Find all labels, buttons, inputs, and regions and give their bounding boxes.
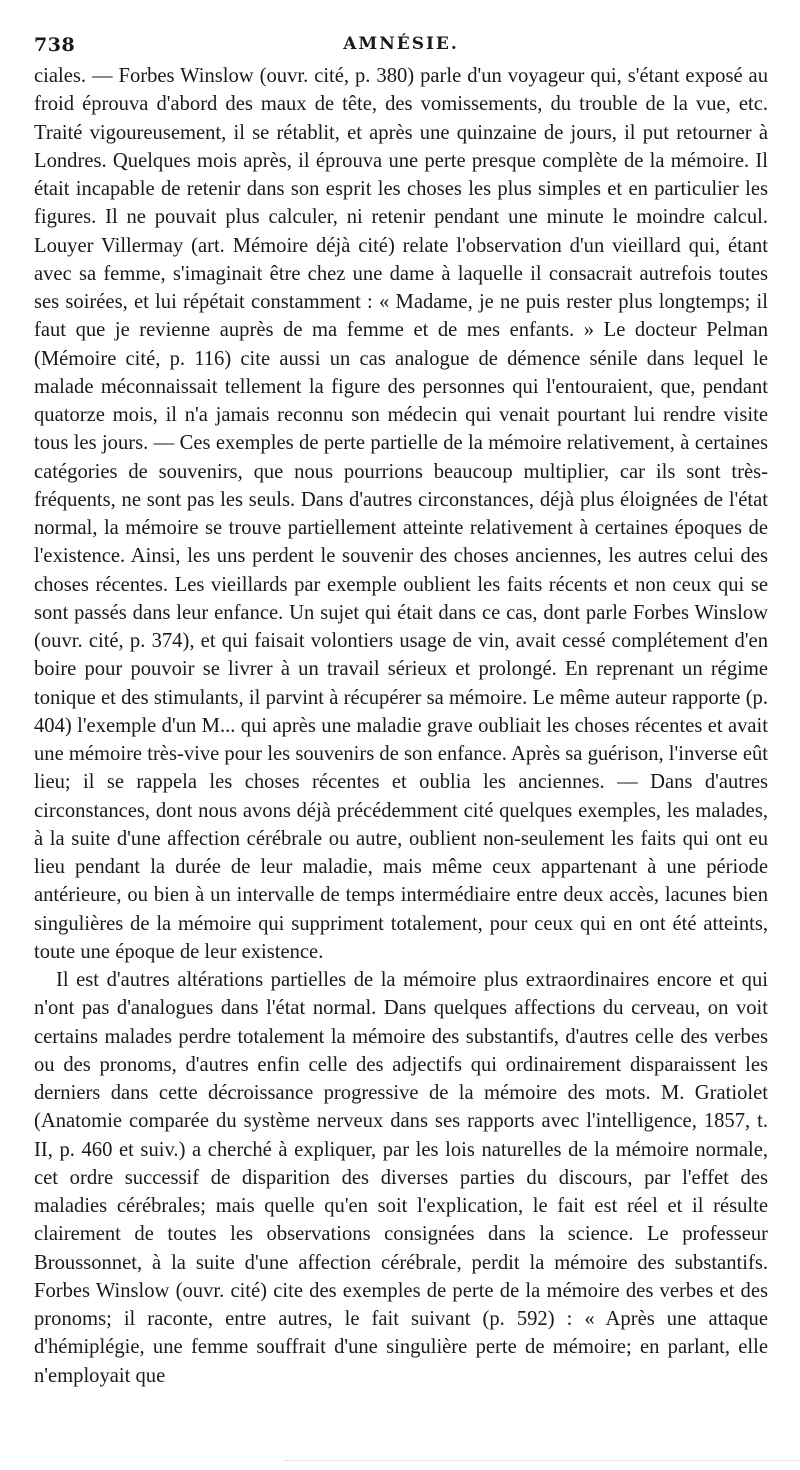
paragraph-alterations: Il est d'autres altérations partielles de la mémoire plus extraordinaires encore et qui n'ont pas d'analogues dans l'état normal. Dans quelques affections du cerveau, on voit certains malades perdre totalement la mémoire des substantifs, d'autres celle des verbes ou des pronoms, d'autres enfin celle des adjectifs qui ordinairement disparaissent les derniers dans cette décroissance progressive de la mémoire des mots. M. Gratiolet (Anatomie comparée du système nerveux dans ses rapports avec l'intelligence, 1857, t. II, p. 460 et suiv.) a cherché à expliquer, par les lois naturelles de la mémoire normale, cet ordre successif de disparition des diverses parties du discours, par l'effet des maladies cérébrales; mais quelle qu'en soit l'explication, le fait est réel et il résulte clairement de toutes les observations consignées dans la science. Le professeur Broussonnet, à la suite d'une affection cérébrale, perdit la mémoire des substantifs. Forbes Winslow (ouvr. cité) cite des exemples de perte de la mémoire des verbes et des pronoms; il raconte, entre autres, le fait suivant (p. 592) : « Après une attaque d'hémiplégie, une femme souffrait d'une singulière perte de mémoire; en parlant, elle n'employait que <box>34 969 768 1387</box>
running-header <box>34 28 768 62</box>
page-number: 738 <box>34 34 76 56</box>
paragraph-continued: ciales. — Forbes Winslow (ouvr. cité, p. 380) parle d'un voyageur qui, s'étant exposé au froid éprouva d'abord des maux de tête, des vomissements, du trouble de la vue, etc. Traité vigoureusement, il se rétablit, et après une quinzaine de jours, il put retourner à Londres. Quelques mois après, il éprouva une perte presque complète de la mémoire. Il était incapable de retenir dans son esprit les choses les plus simples et en particulier les figures. Il ne pouvait plus calculer, ni retenir pendant une minute le moindre calcul. Louyer Villermay (art. Mémoire déjà cité) relate l'observation d'un vieillard qui, étant avec sa femme, s'imaginait être chez une dame à laquelle il consacrait autrefois toutes ses soirées, et lui répétait constamment : « Madame, je ne puis rester plus longtemps; il faut que je revienne auprès de ma femme et de mes enfants. » Le docteur Pelman (Mémoire cité, p. 116) cite aussi un cas analogue de démence sénile dans lequel le malade méconnaissait tellement la figure des personnes qui l'entouraient, que, pendant quatorze mois, il n'a jamais reconnu son médecin qui venait pourtant lui rendre visite tous les jours. — Ces exemples de perte partielle de la mémoire relativement, à certaines catégories de souvenirs, que nous pourrions beaucoup multiplier, car ils sont très-fréquents, ne sont pas les seuls. Dans d'autres circonstances, déjà plus éloignées de l'état normal, la mémoire se trouve partiellement atteinte relativement à certaines époques de l'existence. Ainsi, les uns perdent le souvenir des choses anciennes, les autres celui des choses récentes. Les vieillards par exemple oublient les faits récents et non ceux qui se sont passés dans leur enfance. Un sujet qui était dans ce cas, dont parle Forbes Winslow (ouvr. cité, p. 374), et qui faisait volontiers usage de vin, avait cessé complétement d'en boire pour pouvoir se livrer à un travail sérieux et prolongé. En reprenant un régime tonique et des stimulants, il parvint à récupérer sa mémoire. Le même auteur rapporte (p. 404) l'exemple d'un M... qui après une maladie grave oubliait les choses récentes et avait une mémoire très-vive pour les souvenirs de son enfance. Après sa guérison, l'inverse eût lieu; il se rappela les choses récentes et oublia les anciennes. — Dans d'autres circonstances, dont nous avons déjà précédemment cité quelques exemples, les malades, à la suite d'une affection cérébrale ou autre, oublient non-seulement les faits qui ont eu lieu pendant la durée de leur maladie, mais même ceux appartenant à une période antérieure, ou bien à un intervalle de temps intermédiaire entre deux accès, lacunes bien singulières de la mémoire qui suppriment totalement, pour ceux qui en ont été atteints, toute une époque de leur existence. <box>34 65 769 963</box>
bottom-print-artifact <box>284 1460 800 1467</box>
book-page <box>34 28 768 1438</box>
running-title: AMNÉSIE. <box>343 34 459 54</box>
